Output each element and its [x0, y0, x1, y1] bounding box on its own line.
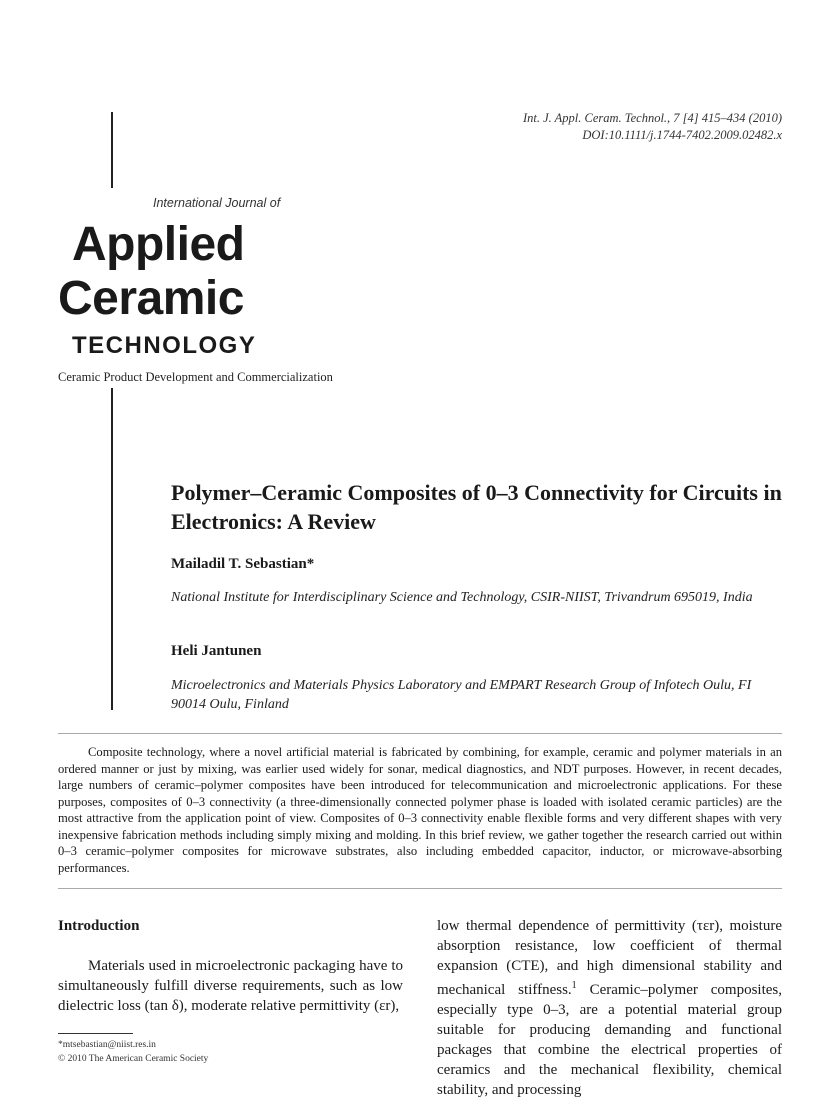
corresponding-email: *mtsebastian@niist.res.in: [58, 1040, 156, 1050]
reference-marker: 1: [571, 980, 577, 991]
article-title: Polymer–Ceramic Composites of 0–3 Connectivity for Circuits in Electronics: A Review: [171, 480, 782, 534]
doi: DOI:10.1111/j.1744-7402.2009.02482.x: [582, 128, 782, 142]
journal-tagline: Ceramic Product Development and Commercialization: [58, 370, 333, 384]
abstract-bottom-rule: [58, 888, 782, 889]
paragraph-text: Ceramic–polymer composites, especially type 0–3, are a potential material group suitable for producing demanding and functional packages that combine the electrical properties of ceramics and the mechanical flexibility, chemical stability, and processing: [437, 982, 783, 1098]
footnote-rule: [58, 1033, 133, 1034]
left-column: [58, 916, 403, 1016]
author-name: Mailadil T. Sebastian*: [171, 556, 315, 572]
citation-block: [523, 110, 782, 144]
copyright: © 2010 The American Ceramic Society: [58, 1054, 209, 1064]
author-name: Heli Jantunen: [171, 643, 262, 659]
top-vertical-rule: [111, 112, 113, 188]
logo-word-technology: TECHNOLOGY: [72, 332, 257, 359]
left-vertical-rule: [111, 388, 113, 710]
author-affiliation: Microelectronics and Materials Physics Laboratory and EMPART Research Group of Infotech Oulu, FI 90014 Oulu, Finland: [171, 678, 752, 712]
paragraph-text: low thermal dependence of permittivity (τεr), moisture absorption resistance, low coefficient of thermal expansion (CTE), and high dimensional stability and mechanical stiffness.: [437, 918, 782, 998]
abstract: Composite technology, where a novel artificial material is fabricated by combining, for example, ceramic and polymer materials in an ordered manner or just by mixing, was earlier used widely for sonar, medical diagnostics, and NDT purposes. However, in recent decades, large numbers of ceramic–polymer composites have been introduced for telecommunication and microelectronic applications. For these purposes, composites of 0–3 connectivity (a three-dimensionally connected polymer phase is loaded with isolated ceramic particles) are the most attractive from the application point of view. Composites of 0–3 connectivity enable flexible forms and very different shapes with very inexpensive fabrication methods including simply mixing and molding. In this brief review, we gather together the research carried out within 0–3 ceramic–polymer composites for microwave substrates, also including embedded capacitor, inductor, or microwave-absorbing performances.: [58, 745, 782, 875]
section-heading: Introduction: [58, 918, 140, 934]
abstract-top-rule: [58, 733, 782, 734]
author-affiliation: National Institute for Interdisciplinary Science and Technology, CSIR-NIIST, Trivandrum 695019, India: [171, 590, 753, 605]
body-paragraph: Materials used in microelectronic packaging have to simultaneously fulfill diverse requirements, such as low dielectric loss (tan δ), moderate relative permittivity (εr),: [58, 958, 403, 1014]
logo-word-ceramic: Ceramic: [58, 272, 244, 325]
journal-citation: Int. J. Appl. Ceram. Technol., 7 [4] 415–434 (2010): [522, 111, 782, 125]
logo-subtitle: International Journal of: [153, 196, 281, 210]
logo-word-applied: Applied: [72, 218, 245, 271]
right-column: [437, 916, 782, 1100]
body-paragraph: [437, 916, 782, 1100]
